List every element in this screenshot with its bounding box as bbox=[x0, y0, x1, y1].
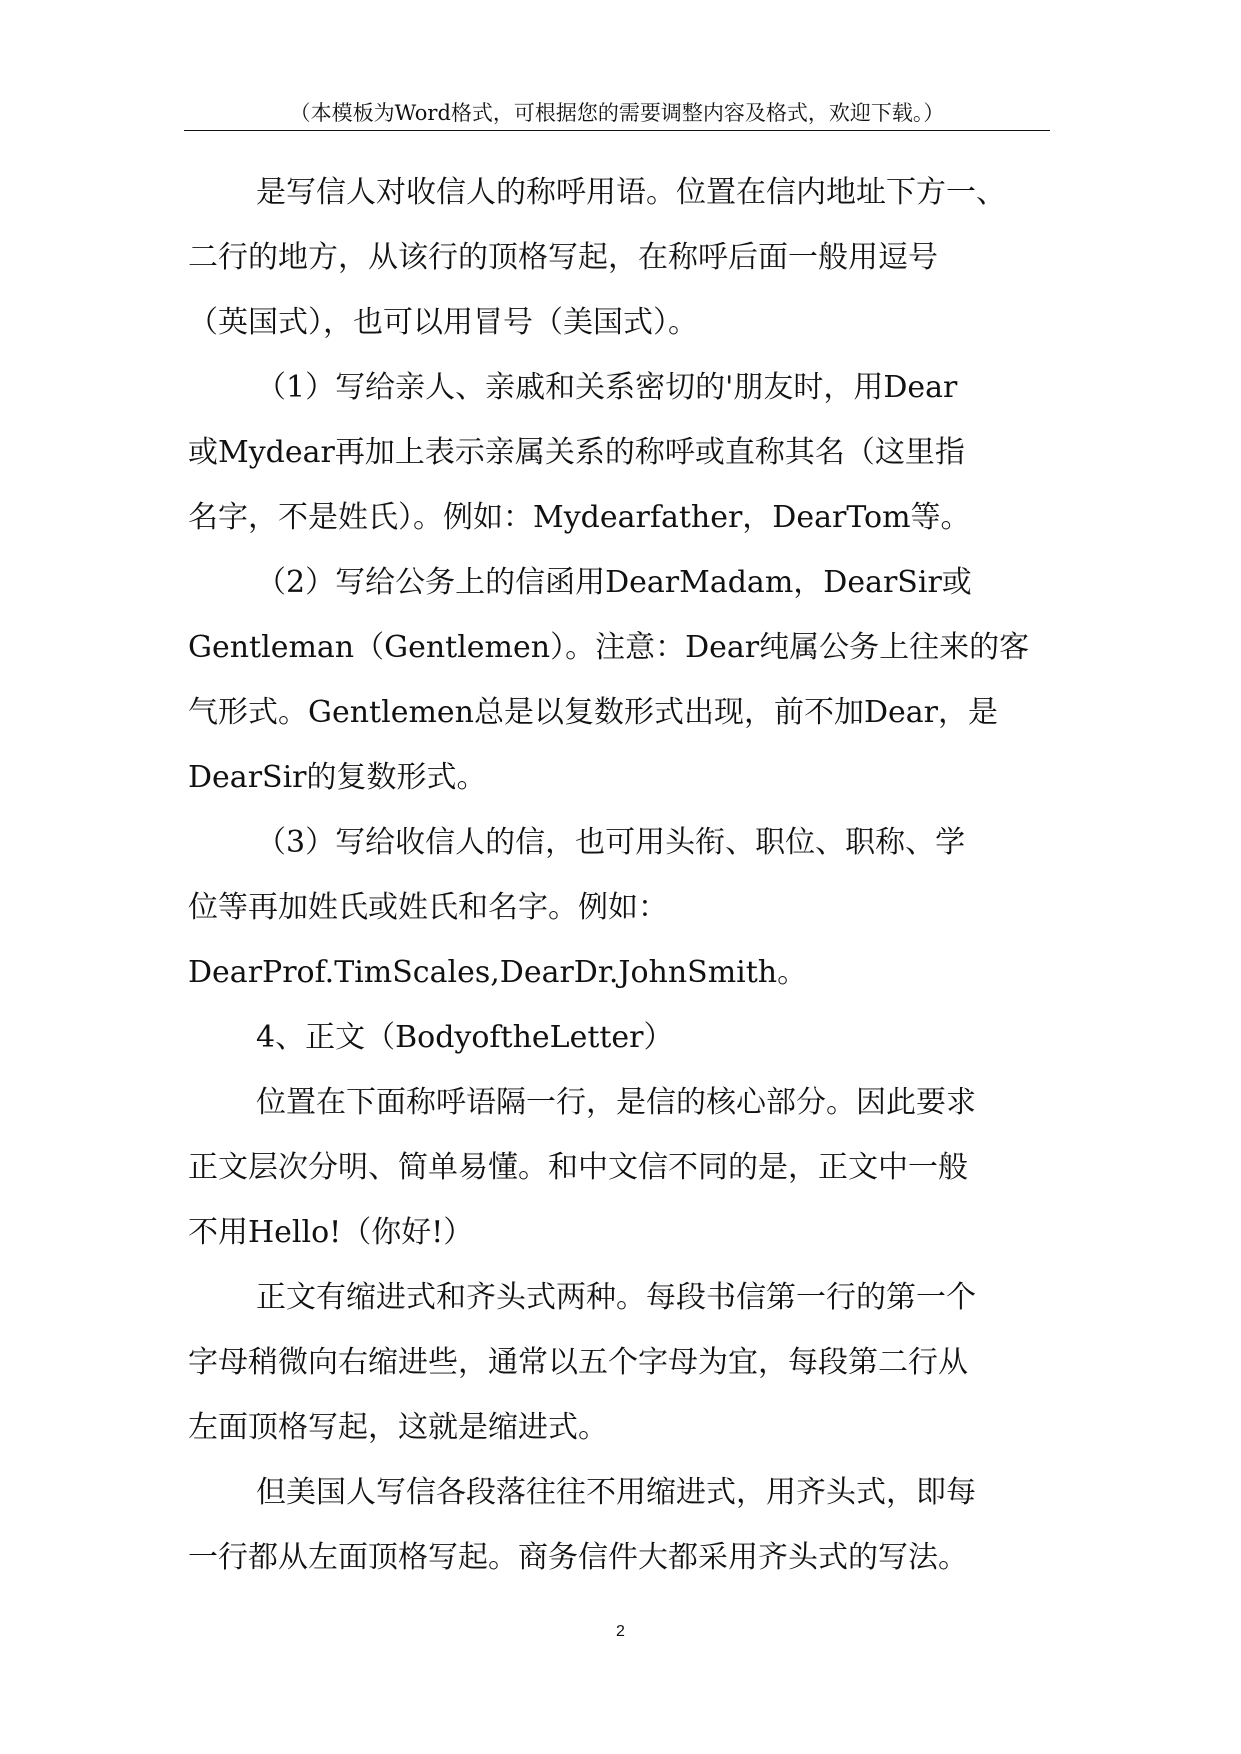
document-body bbox=[188, 160, 1088, 1590]
paragraph-line: （1）写给亲人、亲戚和关系密切的'朋友时，用Dear bbox=[256, 370, 958, 405]
paragraph-line: DearSir的复数形式。 bbox=[188, 760, 487, 795]
paragraph-line: 字母稍微向右缩进些，通常以五个字母为宜，每段第二行从 bbox=[188, 1345, 968, 1380]
paragraph-line: Gentleman（Gentlemen）。注意：Dear纯属公务上往来的客 bbox=[188, 630, 1030, 665]
paragraph-line: 名字，不是姓氏）。例如：Mydearfather，DearTom等。 bbox=[188, 500, 971, 535]
page-header: （本模板为Word格式，可根据您的需要调整内容及格式，欢迎下载。） bbox=[289, 101, 945, 125]
paragraph-line: DearProf.TimScales,DearDr.JohnSmith。 bbox=[188, 955, 808, 990]
paragraph-line: （2）写给公务上的信函用DearMadam，DearSir或 bbox=[256, 565, 972, 600]
paragraph-line: 正文层次分明、简单易懂。和中文信不同的是，正文中一般 bbox=[188, 1150, 968, 1185]
paragraph-line: 或Mydear再加上表示亲属关系的称呼或直称其名（这里指 bbox=[188, 435, 965, 470]
page-number: 2 bbox=[616, 1623, 625, 1640]
paragraph-line: 二行的地方，从该行的顶格写起，在称呼后面一般用逗号 bbox=[188, 240, 938, 275]
paragraph-line: 但美国人写信各段落往往不用缩进式，用齐头式，即每 bbox=[256, 1475, 976, 1510]
paragraph-line: 正文有缩进式和齐头式两种。每段书信第一行的第一个 bbox=[256, 1280, 976, 1315]
header-divider bbox=[184, 130, 1050, 131]
section-heading: 4、正文（BodyoftheLetter） bbox=[256, 1020, 674, 1055]
paragraph-line: 位置在下面称呼语隔一行，是信的核心部分。因此要求 bbox=[256, 1085, 976, 1120]
paragraph-line: 气形式。Gentlemen总是以复数形式出现，前不加Dear，是 bbox=[188, 695, 998, 730]
paragraph-line: 一行都从左面顶格写起。商务信件大都采用齐头式的写法。 bbox=[188, 1540, 968, 1575]
paragraph-line: 是写信人对收信人的称呼用语。位置在信内地址下方一、 bbox=[256, 175, 1006, 210]
paragraph-line: 不用Hello!（你好!） bbox=[188, 1215, 474, 1250]
paragraph-line: 位等再加姓氏或姓氏和名字。例如： bbox=[188, 890, 668, 925]
paragraph-line: 左面顶格写起，这就是缩进式。 bbox=[188, 1410, 608, 1445]
paragraph-line: （3）写给收信人的信，也可用头衔、职位、职称、学 bbox=[256, 825, 966, 860]
paragraph-line: （英国式），也可以用冒号（美国式）。 bbox=[188, 305, 698, 340]
